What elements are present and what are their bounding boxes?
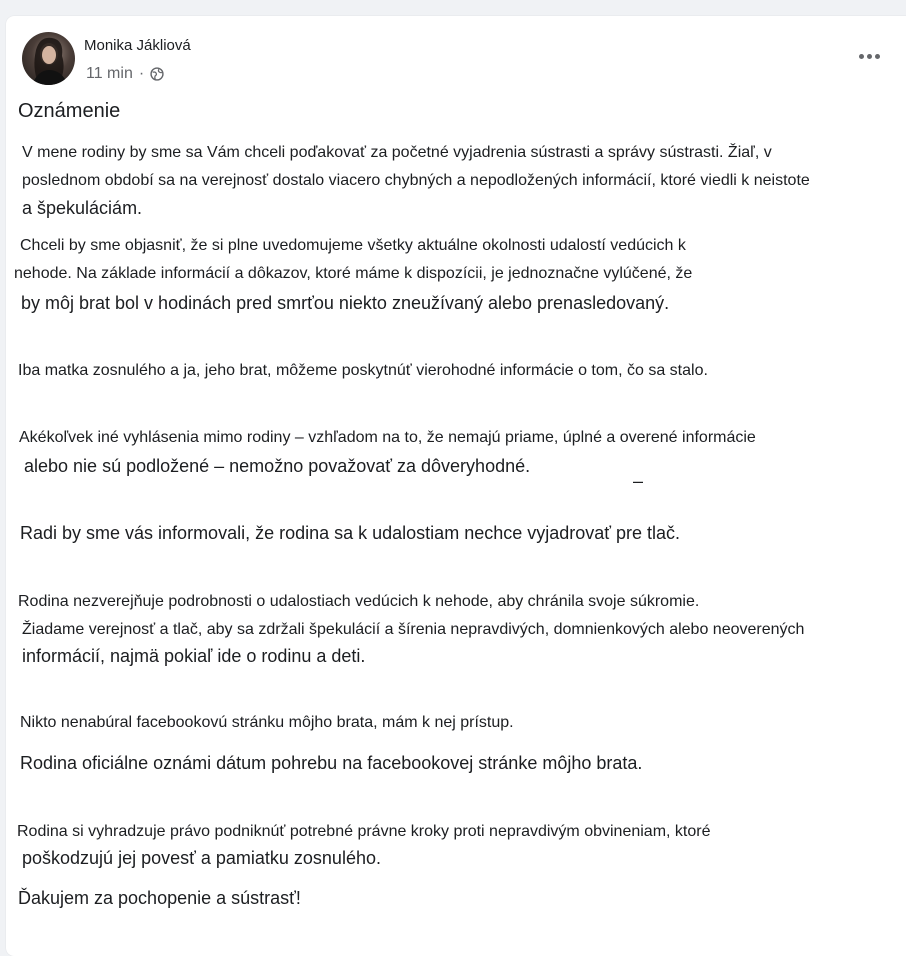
post-card bbox=[6, 16, 906, 956]
post-text-line: Rodina oficiálne oznámi dátum pohrebu na facebookovej stránke môjho brata. bbox=[20, 753, 643, 773]
post-text-line: Rodina si vyhradzuje právo podniknúť potrebné právne kroky proti nepravdivým obvineniam, ktoré bbox=[17, 823, 711, 840]
trailing-dash: – bbox=[633, 471, 644, 491]
post-text-line: Rodina nezverejňuje podrobnosti o udalostiach vedúcich k nehode, aby chránila svoje súkromie. bbox=[18, 593, 700, 610]
post-text-line: Radi by sme vás informovali, že rodina sa k udalostiam nechce vyjadrovať pre tlač. bbox=[20, 523, 681, 543]
post-text-line: nehode. Na základe informácií a dôkazov, ktoré máme k dispozícii, je jednoznačne vylúčené, že bbox=[14, 265, 693, 282]
post-text-line: a špekuláciám. bbox=[22, 198, 143, 218]
avatar[interactable] bbox=[22, 32, 75, 85]
post-text-line: by môj brat bol v hodinách pred smrťou niekto zneužívaný alebo prenasledovaný. bbox=[21, 293, 670, 313]
post-meta bbox=[86, 65, 164, 83]
more-options-icon[interactable] bbox=[852, 44, 886, 68]
post-text-line: Ďakujem za pochopenie a sústrasť! bbox=[18, 888, 301, 908]
post-text-line: Žiadame verejnosť a tlač, aby sa zdržali špekulácií a šírenia nepravdivých, domnienkových alebo neoverených bbox=[22, 621, 805, 638]
post-title: Oznámenie bbox=[18, 100, 121, 122]
avatar-image bbox=[22, 32, 75, 85]
post-text-line: V mene rodiny by sme sa Vám chceli poďakovať za početné vyjadrenia sústrasti a správy sústrasti. Žiaľ, v bbox=[22, 144, 772, 161]
post-text-line: Chceli by sme objasniť, že si plne uvedomujeme všetky aktuálne okolnosti udalostí vedúcich k bbox=[20, 237, 686, 254]
post-text-line: poslednom období sa na verejnosť dostalo viacero chybných a nepodložených informácií, ktoré viedli k neistote bbox=[22, 172, 810, 189]
post-text-line: informácií, najmä pokiaľ ide o rodinu a deti. bbox=[22, 646, 366, 666]
post-text-line: Akékoľvek iné vyhlásenia mimo rodiny – vzhľadom na to, že nemajú priame, úplné a overené informácie bbox=[19, 429, 756, 446]
post-text-line: poškodzujú jej povesť a pamiatku zosnulého. bbox=[22, 848, 381, 868]
author-name[interactable]: Monika Jákliová bbox=[84, 37, 191, 54]
post-time[interactable]: 11 min bbox=[86, 65, 133, 82]
meta-separator: · bbox=[138, 65, 145, 82]
globe-icon[interactable] bbox=[150, 67, 164, 81]
post-text-line: alebo nie sú podložené – nemožno považovať za dôveryhodné. bbox=[24, 456, 531, 476]
post-text-line: Nikto nenabúral facebookovú stránku môjho brata, mám k nej prístup. bbox=[20, 714, 514, 731]
post-text-line: Iba matka zosnulého a ja, jeho brat, môžeme poskytnúť vierohodné informácie o tom, čo sa stalo. bbox=[18, 362, 708, 379]
